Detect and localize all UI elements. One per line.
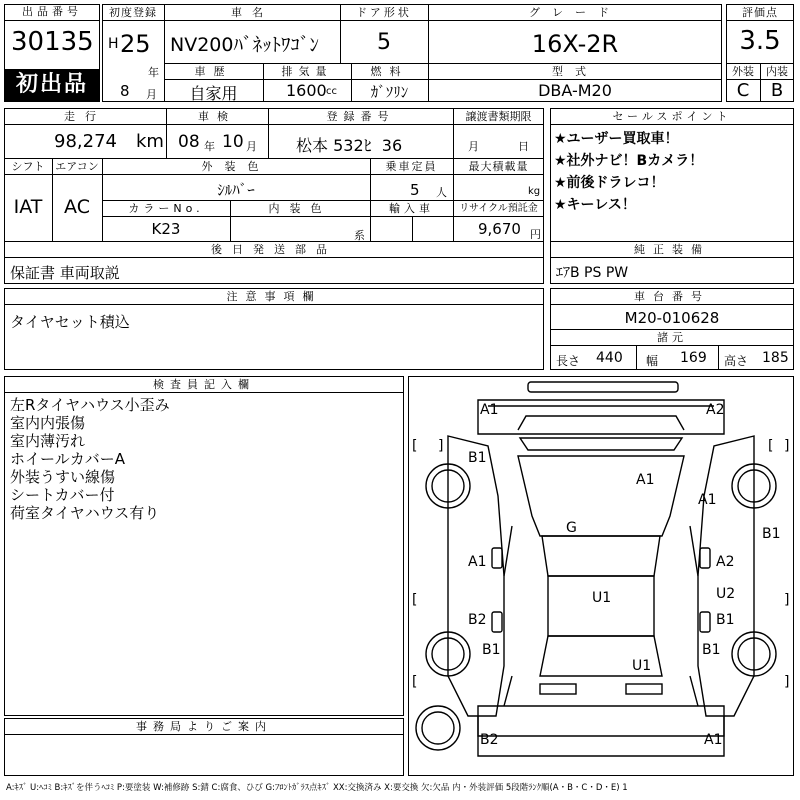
grade: 16X-2R xyxy=(531,30,619,58)
width: 169 xyxy=(680,350,707,366)
inspector-label: 検査員記入欄 xyxy=(153,378,255,391)
door-type: 5 xyxy=(377,30,391,55)
score-label: 評価点 xyxy=(742,6,778,19)
sales-point: ★キーレス！ xyxy=(554,197,636,213)
int-label: 内装 xyxy=(766,65,788,78)
history-label: 車歴 xyxy=(194,65,233,78)
mileage: 98,274 xyxy=(54,131,117,152)
year-unit: 年 xyxy=(148,66,159,79)
first-reg-label: 初度登録 xyxy=(109,6,157,19)
later-parts: 保証書 車両取説 xyxy=(10,264,120,282)
damage-mark: B1 xyxy=(482,642,501,658)
lot-box xyxy=(4,4,100,102)
sales-points-list xyxy=(554,128,703,216)
shift-label: シフト xyxy=(11,160,45,173)
sales-point: ★社外ナビ！Bカメラ！ xyxy=(554,153,704,169)
transfer-day-unit: 日 xyxy=(518,140,529,153)
length-label: 長さ xyxy=(556,354,581,368)
plate: 松本 532ﾋ 36 xyxy=(296,136,403,155)
load-label: 最大積載量 xyxy=(468,160,529,173)
int-grade: B xyxy=(770,80,784,101)
car-name: NV200ﾊﾞﾈｯﾄﾜｺﾞﾝ xyxy=(170,34,319,56)
svg-text:]: ] xyxy=(784,592,790,608)
damage-mark: A2 xyxy=(706,402,725,418)
ext-label: 外装 xyxy=(732,65,754,78)
damage-mark: B1 xyxy=(716,612,735,628)
legend: A:ｷｽﾞ U:ﾍｺﾐ B:ｷｽﾞを伴うﾍｺﾐ P:要塗装 W:補修跡 S:錆 C:腐食、ひび G:ﾌﾛﾝﾄｶﾞﾗｽ点ｷｽﾞ XX:交換済み X:要交換 欠:欠品 内・外装評価 5段階ﾗﾝｸ順(A・B・C・D・E) 1 xyxy=(6,783,628,793)
width-label: 幅 xyxy=(646,354,659,368)
genuine-equipment: ｴｱB PS PW xyxy=(556,265,629,281)
damage-mark: B1 xyxy=(702,642,721,658)
damage-mark: G xyxy=(566,520,577,536)
lot-no: 30135 xyxy=(11,27,94,57)
displacement: 1600 xyxy=(286,81,327,100)
damage-mark: A1 xyxy=(480,402,499,418)
history: 自家用 xyxy=(189,84,238,103)
interior-color-label: 内装色 xyxy=(268,202,332,215)
damage-mark: B2 xyxy=(468,612,487,628)
damage-mark: U1 xyxy=(592,590,612,606)
sales-points-label: セールスポイント xyxy=(612,110,732,123)
first-reg-era: H xyxy=(108,36,119,52)
svg-text:[: [ xyxy=(412,592,418,608)
notes: タイヤセット積込 xyxy=(10,313,130,331)
ac-label: エアコン xyxy=(55,160,99,173)
chassis-label: 車台番号 xyxy=(634,290,710,303)
inspector-note: ホイールカバーA xyxy=(10,450,125,468)
damage-mark: U1 xyxy=(632,658,652,674)
car-name-label: 車名 xyxy=(231,6,273,19)
chassis-number: M20-010628 xyxy=(624,309,720,327)
mileage-label: 走行 xyxy=(64,110,106,123)
damage-mark: U2 xyxy=(716,586,736,602)
ext-grade: C xyxy=(736,80,750,101)
recycle-unit: 円 xyxy=(530,228,541,241)
inspection-year-unit: 年 xyxy=(204,140,215,153)
inspection-label: 車検 xyxy=(198,110,236,123)
inspection-month: 10 xyxy=(222,132,244,152)
capacity-label: 乗車定員 xyxy=(385,160,438,173)
door-label: ドア形状 xyxy=(356,6,412,19)
sales-point: ★前後ドラレコ！ xyxy=(554,175,665,191)
ac: AC xyxy=(64,196,90,218)
color-label: 外装色 xyxy=(201,160,271,173)
inspector-note: 左Rタイヤハウス小歪み xyxy=(10,396,170,414)
damage-mark: A1 xyxy=(698,492,717,508)
shift: IAT xyxy=(13,196,43,218)
damage-mark: B1 xyxy=(468,450,487,466)
svg-text:]: ] xyxy=(438,438,444,454)
sales-point: ★ユーザー買取車！ xyxy=(554,131,679,147)
exterior-color: ｼﾙﾊﾞｰ xyxy=(217,181,255,199)
model-label: 型式 xyxy=(552,65,598,78)
inspector-note: 室内内張傷 xyxy=(10,414,86,432)
color-no-label: カラーNo. xyxy=(128,202,204,215)
damage-mark: A2 xyxy=(716,554,735,570)
office-label: 事務局よりご案内 xyxy=(136,720,272,733)
first-listing-badge: 初出品 xyxy=(5,69,99,101)
later-parts-label: 後日発送部品 xyxy=(211,243,337,256)
car-damage-diagram xyxy=(408,376,794,776)
inspector-notes xyxy=(10,396,170,522)
fuel: ｶﾞｿﾘﾝ xyxy=(370,83,409,101)
transfer-label: 譲渡書類期限 xyxy=(465,110,532,123)
recycle-fee: 9,670 xyxy=(478,220,521,238)
inspector-note: シートカバー付 xyxy=(10,486,115,504)
capacity: 5 xyxy=(410,181,420,199)
month-unit: 月 xyxy=(146,88,157,101)
mileage-unit: km xyxy=(136,131,164,152)
svg-text:[: [ xyxy=(412,438,418,454)
inspection-month-unit: 月 xyxy=(246,140,257,153)
score: 3.5 xyxy=(739,26,781,56)
recycle-label: リサイクル預託金 xyxy=(459,203,538,214)
genuine-label: 純正装備 xyxy=(634,243,710,256)
length: 440 xyxy=(596,350,623,366)
dims-label: 諸元 xyxy=(657,331,687,344)
damage-mark: A1 xyxy=(704,732,723,748)
transfer-month-unit: 月 xyxy=(468,140,479,153)
damage-mark: B1 xyxy=(762,526,781,542)
model: DBA-M20 xyxy=(538,81,612,100)
fuel-label: 燃料 xyxy=(370,65,409,78)
displacement-unit: cc xyxy=(326,86,337,97)
damage-mark: B2 xyxy=(480,732,499,748)
interior-color-unit: 系 xyxy=(354,229,365,242)
damage-mark: A1 xyxy=(636,472,655,488)
svg-text:]: ] xyxy=(784,438,790,454)
first-reg-year: 25 xyxy=(120,30,151,58)
capacity-unit: 人 xyxy=(436,186,447,199)
svg-text:[: [ xyxy=(412,674,418,690)
first-reg-month: 8 xyxy=(120,82,130,100)
inspection-year: 08 xyxy=(178,132,200,152)
damage-mark: A1 xyxy=(468,554,487,570)
color-no: K23 xyxy=(151,220,181,238)
grade-label: グレード xyxy=(529,6,621,19)
svg-text:[: [ xyxy=(768,438,774,454)
displacement-label: 排気量 xyxy=(281,65,333,78)
height: 185 xyxy=(762,350,789,366)
lot-no-label: 出品番号 xyxy=(5,5,99,21)
inspector-note: 外装うすい線傷 xyxy=(10,468,116,486)
inspector-note: 室内薄汚れ xyxy=(10,432,86,450)
inspector-note: 荷室タイヤハウス有り xyxy=(10,504,160,522)
svg-text:]: ] xyxy=(784,674,790,690)
notes-label: 注意事項欄 xyxy=(226,290,322,303)
load-unit: kg xyxy=(528,186,541,197)
import-label: 輸入車 xyxy=(389,202,434,215)
plate-label: 登録番号 xyxy=(326,110,395,123)
height-label: 高さ xyxy=(724,354,749,368)
